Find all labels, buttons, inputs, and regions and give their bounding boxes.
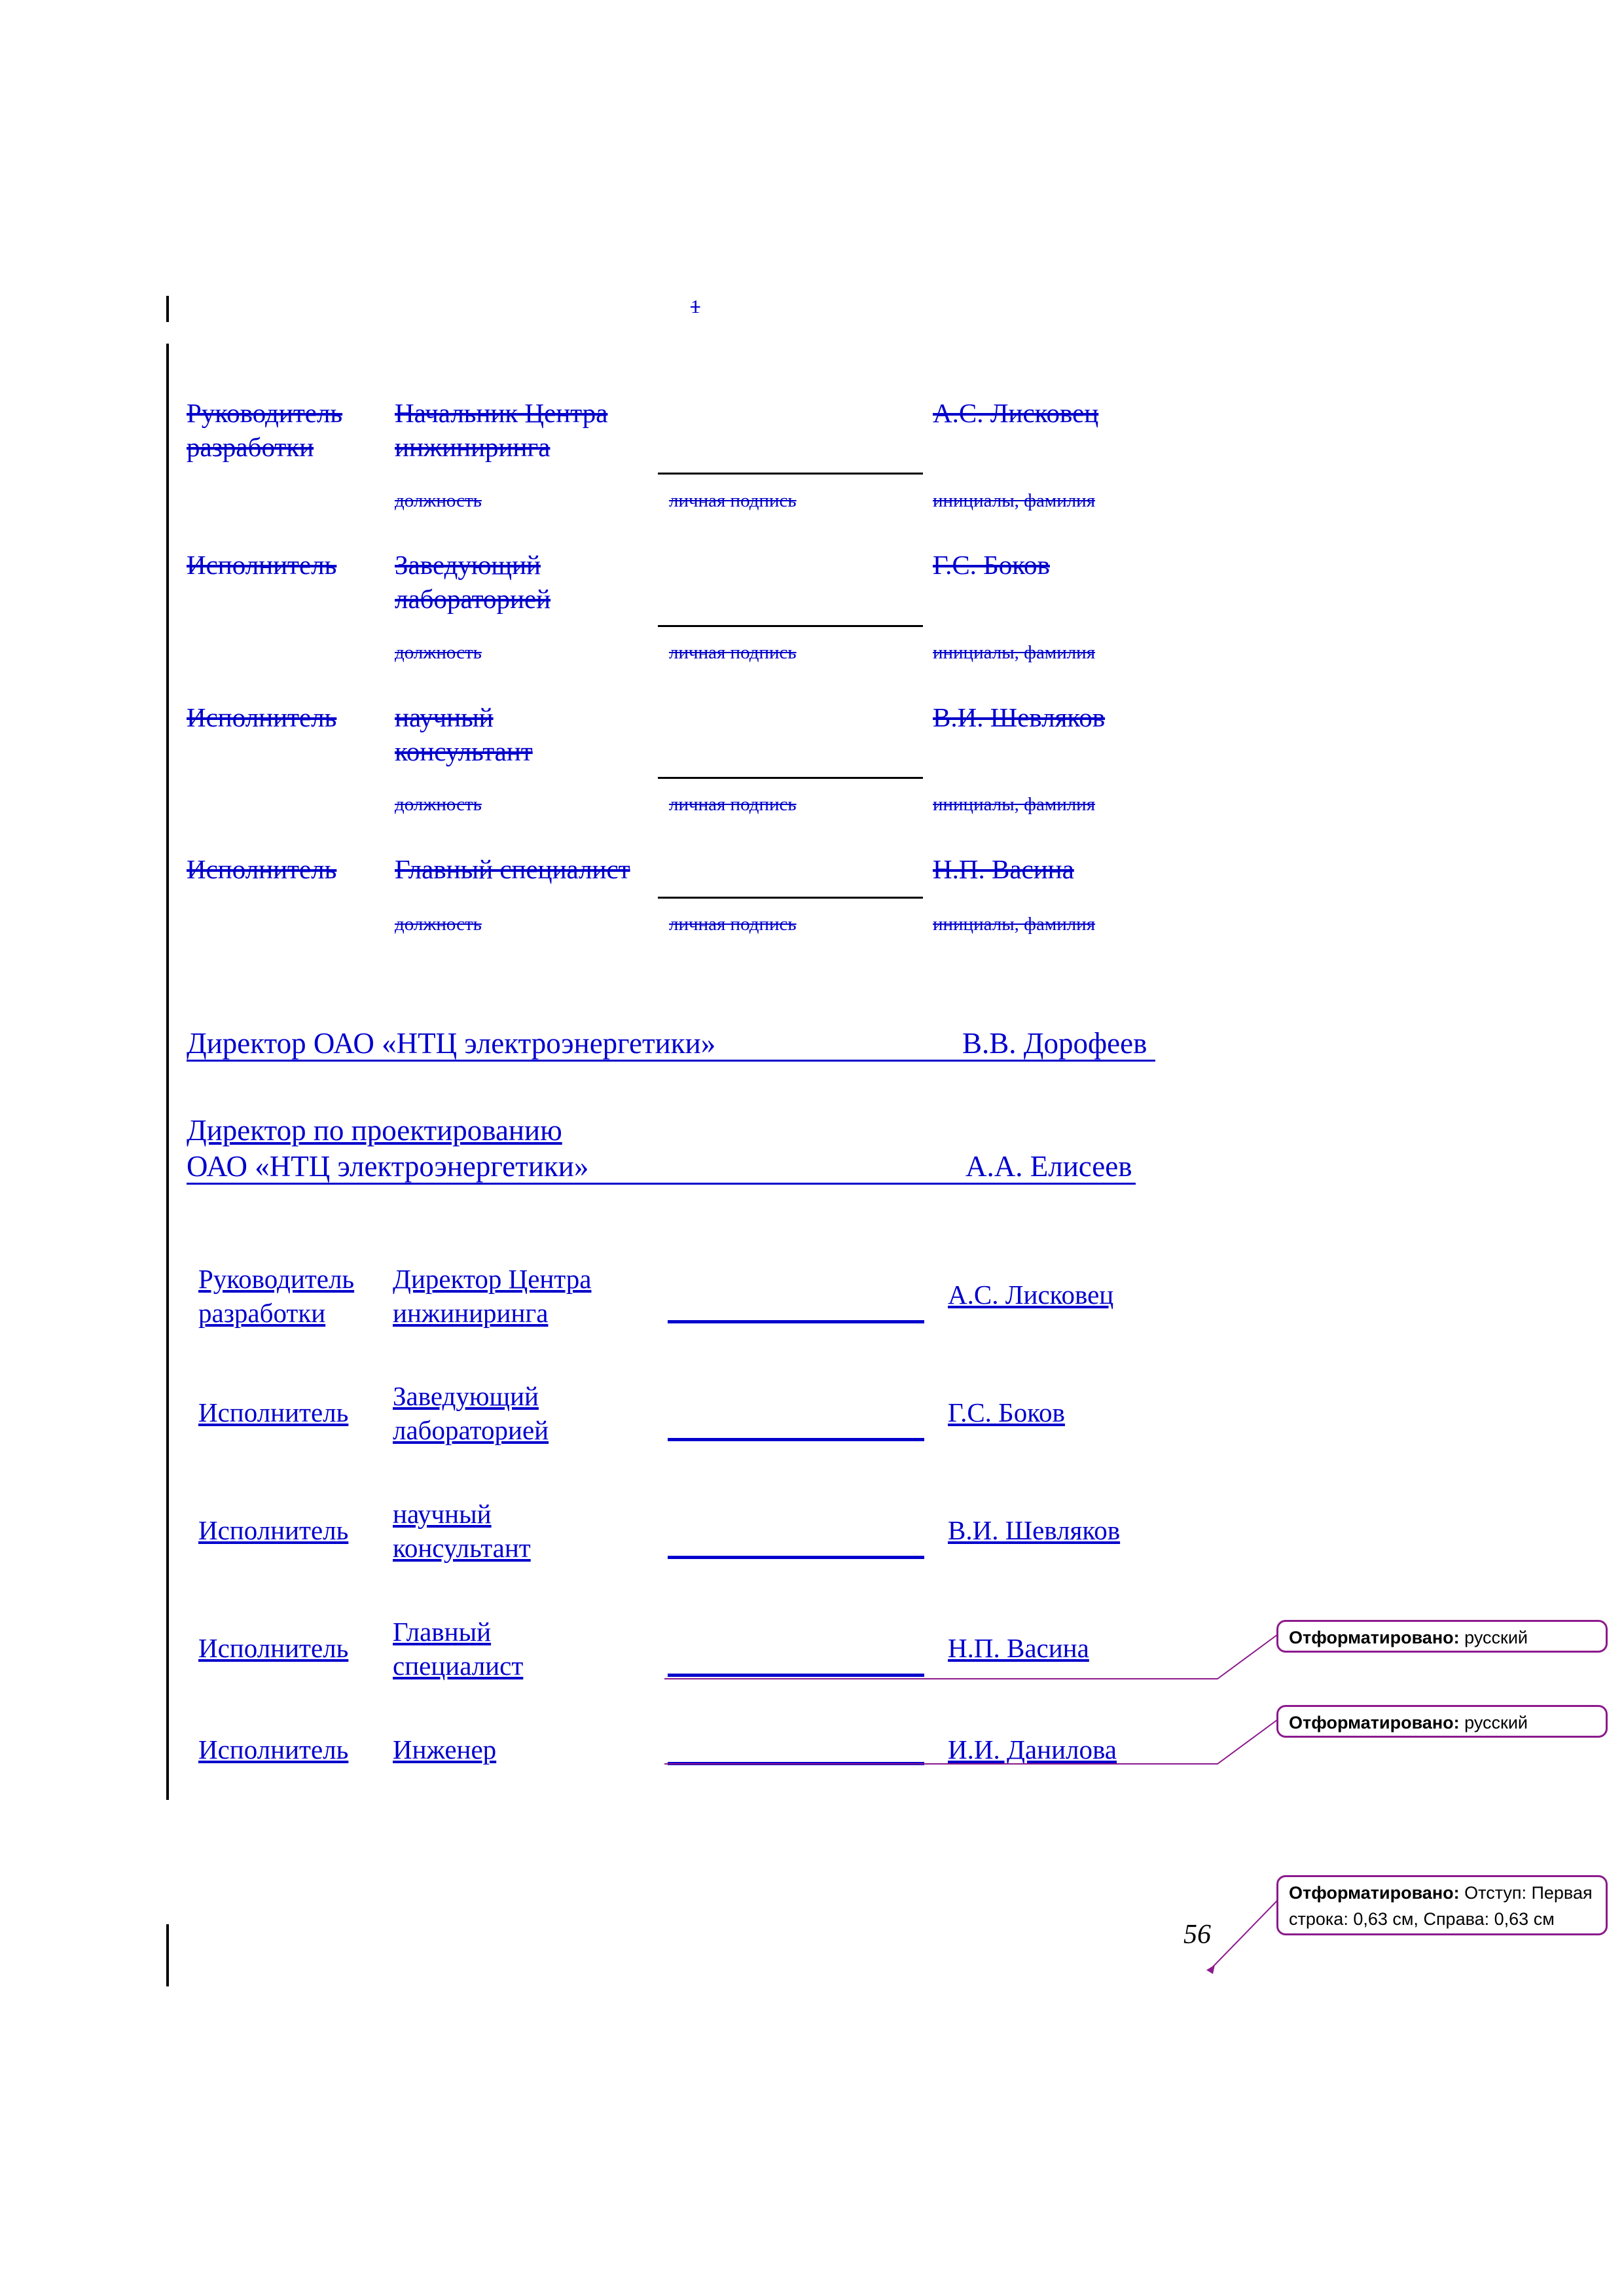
deleted-role: Руководитель разработки: [187, 398, 343, 462]
page-number: 56: [1183, 1920, 1211, 1950]
caption-signature: личная подпись: [669, 914, 797, 935]
inserted-position: Директор Центра инжиниринга: [393, 1264, 592, 1328]
connector-line-3: [1211, 1898, 1280, 1969]
deleted-role: Исполнитель: [187, 854, 337, 884]
deleted-position: Главный специалист: [395, 854, 630, 884]
inserted-name: И.И. Данилова: [948, 1734, 1117, 1765]
balloon-label: Отформатировано:: [1289, 1628, 1460, 1647]
caption-name: инициалы, фамилия: [933, 794, 1096, 815]
caption-position: должность: [395, 490, 482, 511]
format-comment-balloon[interactable]: [1276, 1620, 1608, 1653]
deleted-role: Исполнитель: [187, 702, 337, 732]
deleted-name: А.С. Лисковец: [933, 398, 1099, 428]
inserted-role: Исполнитель: [198, 1515, 349, 1545]
inserted-role: Исполнитель: [198, 1633, 349, 1663]
inserted-position: Главный специалист: [393, 1617, 524, 1681]
connector-arrow: [1206, 1965, 1215, 1974]
header-mark: 1: [691, 296, 700, 317]
director2-name: А.А. Елисеев: [965, 1150, 1132, 1183]
inserted-role: Руководитель разработки: [198, 1264, 355, 1328]
caption-position: должность: [395, 642, 482, 663]
balloon-text: русский: [1459, 1713, 1528, 1732]
inserted-position: Заведующий лабораторией: [393, 1381, 549, 1445]
caption-signature: личная подпись: [669, 490, 797, 511]
format-comment-balloon[interactable]: [1276, 1875, 1608, 1935]
format-comment-balloon[interactable]: [1276, 1705, 1608, 1738]
director-title: Директор ОАО «НТЦ электроэнергетики»: [187, 1027, 716, 1060]
caption-signature: личная подпись: [669, 642, 797, 663]
caption-position: должность: [395, 794, 482, 815]
deleted-name: В.И. Шевляков: [933, 702, 1106, 732]
deleted-name: Н.П. Васина: [933, 854, 1074, 884]
deleted-position: Заведующий лабораторией: [395, 550, 551, 614]
balloon-label: Отформатировано:: [1289, 1883, 1460, 1903]
connector-line-1: [664, 1633, 1280, 1679]
inserted-role: Исполнитель: [198, 1734, 349, 1765]
deleted-name: Г.С. Боков: [933, 550, 1050, 580]
inserted-position: Инженер: [393, 1734, 497, 1765]
inserted-name: Г.С. Боков: [948, 1397, 1065, 1427]
deleted-position: научный консультант: [395, 702, 533, 766]
caption-name: инициалы, фамилия: [933, 914, 1096, 935]
inserted-role: Исполнитель: [198, 1397, 349, 1427]
inserted-name: В.И. Шевляков: [948, 1515, 1121, 1545]
deleted-role: Исполнитель: [187, 550, 337, 580]
inserted-name: А.С. Лисковец: [948, 1280, 1114, 1310]
deleted-position: Начальник Центра инжиниринга: [395, 398, 608, 462]
balloon-label: Отформатировано:: [1289, 1713, 1460, 1732]
balloon-text: Отступ: Первая строка: 0,63 см, Справа: 0,63 см: [1289, 1883, 1593, 1929]
director2-title-line2: ОАО «НТЦ электроэнергетики»: [187, 1150, 589, 1183]
caption-name: инициалы, фамилия: [933, 642, 1096, 663]
connector-line-2: [664, 1718, 1280, 1764]
director2-title-line1: Директор по проектированию: [187, 1114, 562, 1147]
caption-signature: личная подпись: [669, 794, 797, 815]
inserted-name: Н.П. Васина: [948, 1633, 1089, 1663]
caption-name: инициалы, фамилия: [933, 490, 1096, 511]
balloon-text: русский: [1459, 1628, 1528, 1647]
caption-position: должность: [395, 914, 482, 935]
inserted-position: научный консультант: [393, 1499, 531, 1563]
director-name: В.В. Дорофеев: [962, 1027, 1147, 1060]
